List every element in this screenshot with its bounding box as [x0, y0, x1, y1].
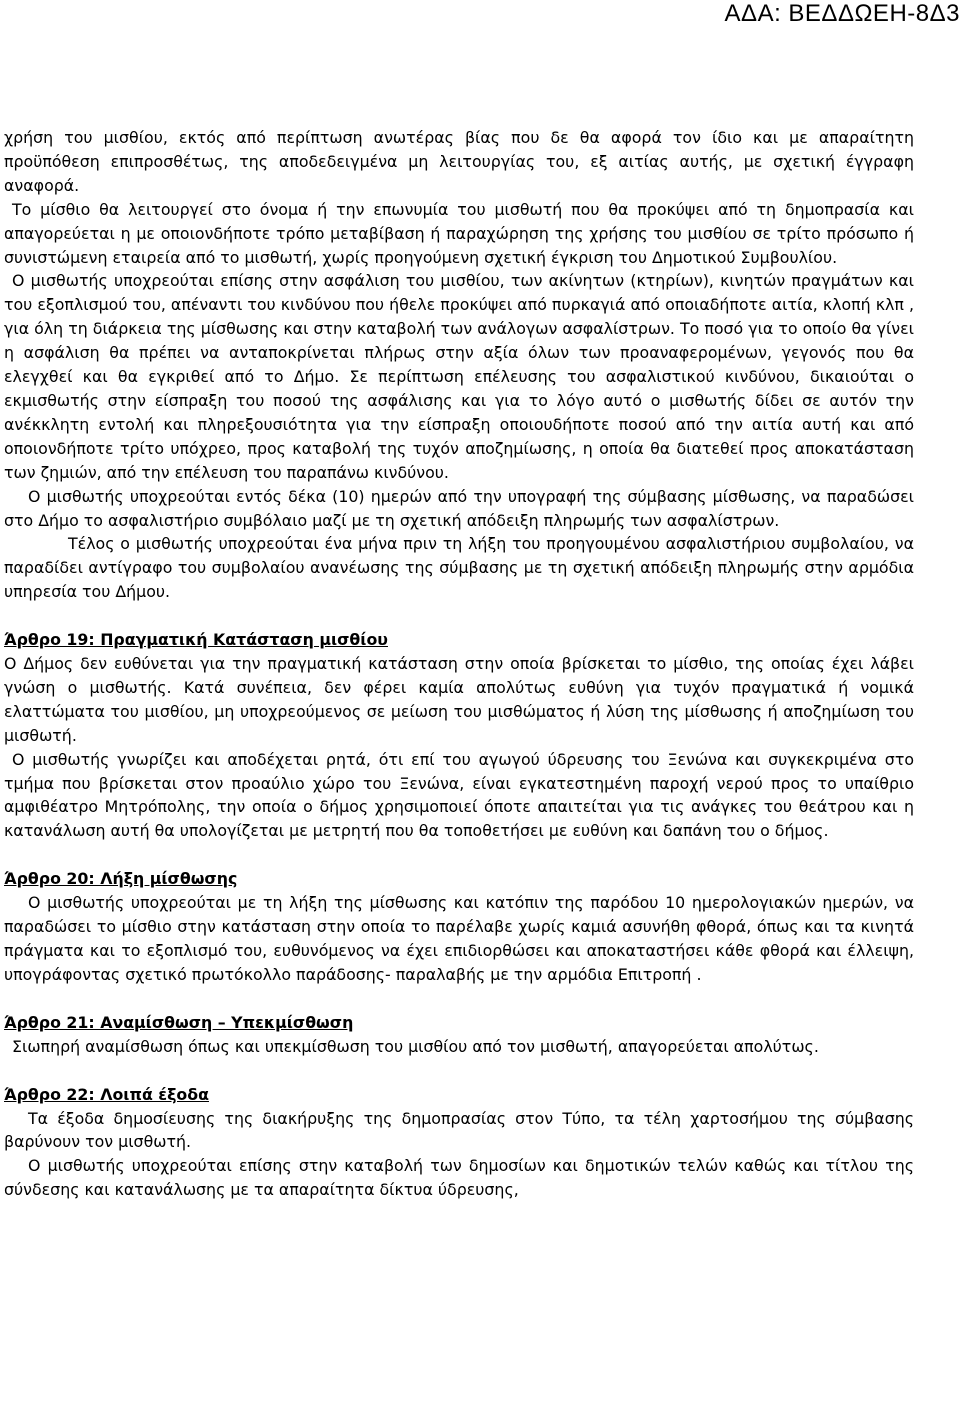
paragraph: Ο μισθωτής γνωρίζει και αποδέχεται ρητά, ότι επί του αγωγού ύδρευσης του Ξενώνα και συγκεκριμένα στο τμήμα που βρίσκεται στον προαύλιο χώρο του Ξενώνα, είναι εγκατεστημένη παροχή νερού προς το υπαίθριο αμφιθέατρο Μητρόπολης, την οποία ο δήμος χρησιμοποιεί όποτε απαιτείται για τις ανάγκες του θεάτρου και η κατανάλωση αυτή θα υπολογίζεται με μετρητή που θα τοποθετήσει με ευθύνη και δαπάνη του ο δήμος. — [4, 749, 914, 841]
paragraph: Τέλος ο μισθωτής υποχρεούται ένα μήνα πριν τη λήξη του προηγουμένου ασφαλιστήριου συμβολαίου, να παραδίδει αντίγραφο του συμβολαίου ανανέωσης της σύμβασης με τη σχετική απόδειξη πληρωμής στην αρμόδια υπηρεσία του Δήμου. — [4, 534, 914, 602]
paragraph: Το μίσθιο θα λειτουργεί στο όνομα ή την επωνυμία του μισθωτή που θα προκύψει από τη δημοπρασία και απαγορεύεται η με οποιονδήποτε τρόπο μεταβίβαση ή παραχώρηση της χρήσης του μισθίου σε τρίτο πρόσωπο ή συνιστώμενη εταιρεία από το μισθωτή, χωρίς προηγούμενη σχετική έγκριση του Δημοτικού Συμβουλίου. — [4, 199, 914, 267]
article-22-heading: Άρθρο 22: Λοιπά έξοδα — [4, 1084, 209, 1104]
paragraph: Ο μισθωτής υποχρεούται επίσης στην καταβολή των δημοσίων και δημοτικών τελών καθώς και τίτλου της σύνδεσης και κατανάλωσης με τα απαραίτητα δίκτυα ύδρευσης, — [4, 1156, 914, 1200]
paragraph: Ο Δήμος δεν ευθύνεται για την πραγματική κατάσταση στην οποία βρίσκεται το μίσθιο, της οποίας έχει λάβει γνώση ο μισθωτής. Κατά συνέπεια, δεν φέρει καμία απολύτως ευθύνη για τυχόν πραγματικά ή νομικά ελαττώματα του μισθίου, μη υποχρεούμενος σε μείωση του μισθώματος ή λύση της μίσθωσης ή αποζημίωση του μισθωτή. — [4, 654, 914, 745]
paragraph: Ο μισθωτής υποχρεούται εντός δέκα (10) ημερών από την υπογραφή της σύμβασης μίσθωσης, να παραδώσει στο Δήμο το ασφαλιστήριο συμβόλαιο μαζί με τη σχετική απόδειξη πληρωμής των ασφαλίστρων. — [4, 486, 914, 530]
document-id-header: ΑΔΑ: ΒΕΔΔΩΕΗ-8Δ3 — [724, 0, 960, 27]
article-20-heading: Άρθρο 20: Λήξη μίσθωσης — [4, 869, 238, 889]
paragraph: Ο μισθωτής υποχρεούται επίσης στην ασφάλιση του μισθίου, των ακίνητων (κτηρίων), κινητών πραγμάτων και του εξοπλισμού του, απέναντι του κινδύνου που ήθελε προκύψει από πυρκαγιά από οποιαδήποτε αιτία, κλοπή κλπ , για όλη τη διάρκεια της μίσθωσης και στην καταβολή των ανάλογων ασφαλίστρων. Το ποσό για το οποίο θα γίνει η ασφάλιση θα πρέπει να ανταποκρίνεται πλήρως στην αξία όλων των προαναφερομένων, γεγονός που θα ελεγχθεί και θα εγκριθεί από το Δήμο. Σε περίπτωση επέλευσης του ασφαλιστικού κινδύνου, δικαιούται ο εκμισθωτής στην είσπραξη του ποσού της ασφάλισης και για το λόγο αυτό ο μισθωτής δίδει σε αυτόν την ανέκκλητη εντολή και πληρεξουσιότητα για την είσπραξη οποιουδήποτε ποσού από την αιτία αυτή και από οποιονδήποτε τρίτο υπόχρεο, προς καταβολή της τυχόν αποζημίωσης, η οποία θα διατεθεί προς αποκατάσταση των ζημιών, από την επέλευση του παραπάνω κινδύνου. — [4, 271, 914, 482]
article-19-heading: Άρθρο 19: Πραγματική Κατάσταση μισθίου — [4, 630, 388, 650]
paragraph: Τα έξοδα δημοσίευσης της διακήρυξης της δημοπρασίας στον Τύπο, τα τέλη χαρτοσήμου της σύμβασης βαρύνουν τον μισθωτή. — [4, 1108, 914, 1152]
paragraph: Σιωπηρή αναμίσθωση όπως και υπεκμίσθωση του μισθίου από τον μισθωτή, απαγορεύεται απολύτως. — [12, 1036, 819, 1056]
paragraph: χρήση του μισθίου, εκτός από περίπτωση ανωτέρας βίας που δε θα αφορά τον ίδιο και με απαραίτητη προϋπόθεση επιπροσθέτως, της αποδεδειγμένα μη λειτουργίας του, εξ αιτίας αυτής, με σχετική έγγραφη αναφορά. — [4, 128, 914, 195]
document-page — [4, 126, 914, 1202]
article-21-heading: Άρθρο 21: Αναμίσθωση – Υπεκμίσθωση — [4, 1012, 354, 1032]
paragraph: Ο μισθωτής υποχρεούται με τη λήξη της μίσθωσης και κατόπιν της παρόδου 10 ημερολογιακών ημερών, να παραδώσει το μίσθιο στην κατάσταση στην οποία το παρέλαβε χωρίς καμιά ασυνήθη φθορά, όπως και τα κινητά πράγματα και το εξοπλισμό του, ευθυνόμενος να έχει επιδιορθώσει και αποκαταστήσει κάθε φθορά και έλλειψη, υπογράφοντας σχετικό πρωτόκολλο παράδοσης- παραλαβής με την αρμόδια Επιτροπή . — [4, 893, 914, 984]
